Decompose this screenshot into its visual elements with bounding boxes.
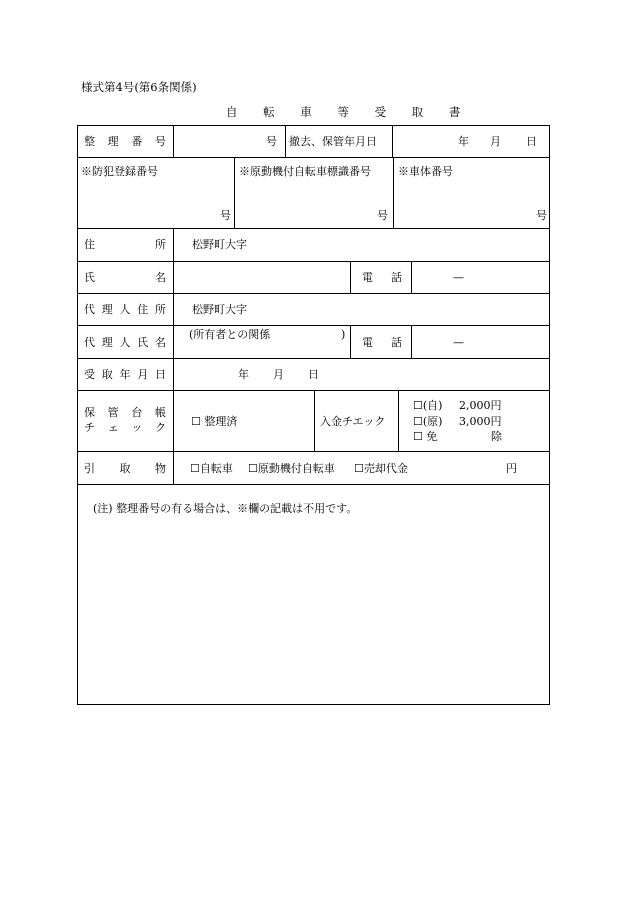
option-baikyaku-checkbox[interactable]: ☐売却代金: [354, 462, 408, 475]
col-divider: [350, 261, 351, 294]
value-jusho: 松野町大字: [192, 238, 247, 251]
label-bohan-number: ※防犯登録番号: [81, 165, 158, 178]
yen-suffix: 円: [506, 462, 517, 475]
month-suffix: 月: [490, 135, 501, 148]
col-divider: [350, 325, 351, 359]
col-divider: [411, 325, 412, 359]
label-tekkyo-date: 撤去、保管年月日: [289, 135, 377, 148]
form-id: 様式第4号(第6条関係): [81, 80, 197, 94]
go-suffix: 号: [377, 209, 388, 222]
relationship-close: ): [341, 328, 346, 341]
fee-jitensha-amount: 2,000円: [459, 399, 502, 412]
label-denwa: 電 話: [362, 336, 402, 349]
col-divider: [411, 261, 412, 294]
label-gentsuki-number: ※原動機付自転車標識番号: [239, 165, 371, 178]
label-denwa: 電 話: [362, 271, 402, 284]
label-shimei: 氏 名: [84, 271, 166, 284]
col-divider: [398, 390, 399, 452]
value-dairi-jusho: 松野町大字: [192, 303, 247, 316]
document-title: 自 転 車 等 受 取 書: [226, 105, 472, 119]
row-divider: [77, 157, 550, 158]
year-suffix: 年: [458, 135, 469, 148]
row-divider: [77, 228, 550, 229]
day-suffix: 日: [526, 135, 537, 148]
label-seiri-bango: 整 理 番 号: [84, 135, 166, 148]
col-divider: [314, 390, 315, 452]
fee-jitensha-checkbox[interactable]: ☐(自): [413, 399, 443, 412]
col-divider: [393, 157, 394, 229]
col-divider: [173, 125, 174, 158]
month-suffix: 月: [273, 368, 284, 381]
seirizumi-checkbox[interactable]: ☐ 整理済: [191, 415, 238, 428]
fee-gentsuki-checkbox[interactable]: ☐(原): [413, 415, 443, 428]
col-divider: [392, 125, 393, 158]
go-suffix: 号: [220, 209, 231, 222]
fee-menjo-end: 除: [491, 430, 502, 443]
label-shatai-number: ※車体番号: [398, 165, 453, 178]
option-jitensha-checkbox[interactable]: ☐自転車: [190, 462, 233, 475]
label-nyukin-check: 入金チエック: [320, 415, 386, 428]
phone-dash: —: [453, 271, 464, 284]
label-jusho: 住 所: [84, 238, 166, 251]
footnote: (注) 整理番号の有る場合は、※欄の記載は不用です。: [93, 502, 358, 515]
phone-dash: —: [453, 336, 464, 349]
year-suffix: 年: [238, 368, 249, 381]
row-divider: [77, 484, 550, 485]
option-gentsuki-checkbox[interactable]: ☐原動機付自転車: [248, 462, 335, 475]
row-divider: [77, 325, 550, 326]
col-divider: [234, 157, 235, 229]
label-hikitori: 引 取 物: [84, 462, 166, 475]
day-suffix: 日: [308, 368, 319, 381]
label-hokan-line2: チ ェ ッ ク: [84, 421, 166, 434]
label-hokan-line1: 保 管 台 帳: [84, 406, 166, 419]
fee-menjo-checkbox[interactable]: ☐ 免: [413, 430, 438, 443]
row-divider: [77, 293, 550, 294]
row-divider: [77, 261, 550, 262]
col-divider: [285, 125, 286, 158]
col-divider: [173, 228, 174, 485]
label-dairi-jusho: 代 理 人 住 所: [84, 303, 166, 316]
label-uketori-date: 受 取 年 月 日: [84, 368, 166, 381]
go-suffix: 号: [266, 135, 277, 148]
go-suffix: 号: [536, 209, 547, 222]
relationship-label: (所有者との関係: [189, 328, 271, 341]
fee-gentsuki-amount: 3,000円: [459, 415, 502, 428]
label-dairi-shimei: 代 理 人 氏 名: [84, 336, 166, 349]
row-divider: [77, 358, 550, 359]
